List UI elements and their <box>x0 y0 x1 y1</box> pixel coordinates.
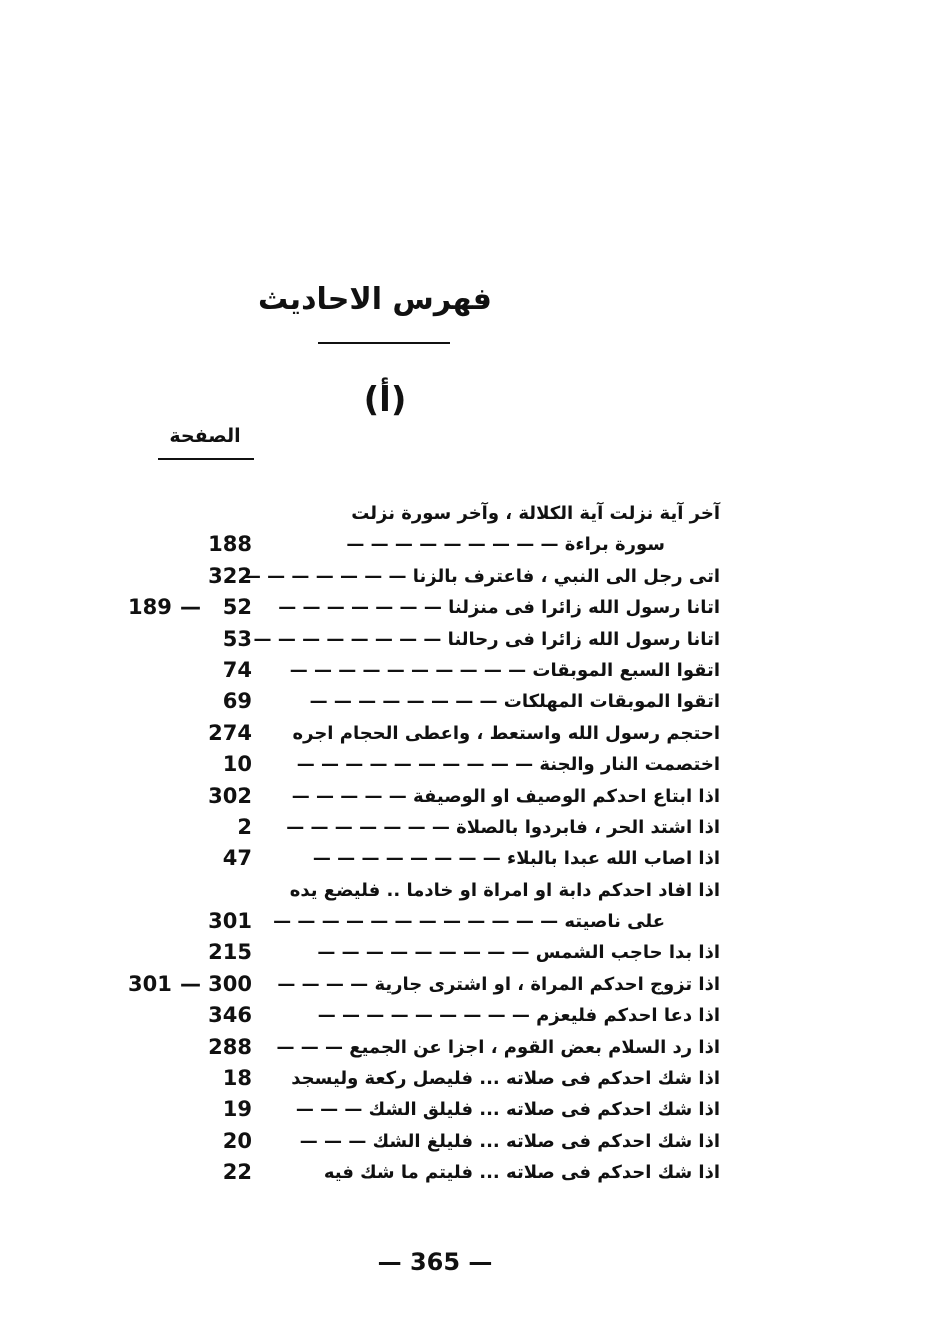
index-entry <box>100 937 720 968</box>
index-entry <box>100 529 720 560</box>
index-entry <box>100 718 720 749</box>
index-entry <box>100 749 720 780</box>
entry-page-number: 215 <box>208 940 252 965</box>
entry-page-number: 18 <box>222 1066 252 1091</box>
entry-page-number: 274 <box>208 720 252 745</box>
page-title: فهرس الاحاديث <box>258 282 492 317</box>
index-entry <box>100 781 720 812</box>
entry-page-number: 300 <box>208 971 252 996</box>
entry-page-number: 188 <box>208 532 252 557</box>
entry-page-number: 302 <box>208 783 252 808</box>
title-underline <box>318 342 450 344</box>
index-entry <box>100 875 720 906</box>
index-entry <box>100 1000 720 1031</box>
entry-page-number: 20 <box>222 1128 252 1153</box>
entry-text: اتانا رسول الله زائرا فى رحالنا — — — — — — — — <box>253 628 720 650</box>
entry-text: اذا افاد احدكم دابة او امراة او خادما .. فليضع يده <box>289 879 720 901</box>
entry-page-number: 288 <box>208 1034 252 1059</box>
entry-text: اختصمت النار والجنة — — — — — — — — — — <box>296 754 720 776</box>
entry-text: اتقوا الموبقات المهلكات — — — — — — — — <box>309 691 720 713</box>
entry-page-number: 47 <box>222 846 252 871</box>
index-entry <box>100 1094 720 1125</box>
entry-page-number: 346 <box>208 1003 252 1028</box>
page-range-dash: — <box>180 595 201 620</box>
entry-text: اذا شك احدكم فى صلاته ... فليلغ الشك — — — <box>299 1130 720 1152</box>
index-entry <box>100 655 720 686</box>
index-entry <box>100 843 720 874</box>
index-entry <box>100 561 720 592</box>
entry-text: اذا رد السلام بعض القوم ، اجزا عن الجميع — — — <box>276 1036 720 1058</box>
entry-text: اذا شك احدكم فى صلاته ... فليلق الشك — — — <box>295 1099 720 1121</box>
entry-text: اذا شك احدكم فى صلاته ... فليتم ما شك فيه <box>323 1162 720 1184</box>
entry-text: اتى رجل الى النبي ، فاعترف بالزنا — — — — — — — <box>242 565 720 587</box>
index-entry <box>100 1157 720 1188</box>
page-range-dash: — <box>180 971 201 996</box>
hadith-index-list <box>100 498 720 1189</box>
entry-text: على ناصيته — — — — — — — — — — — — <box>273 911 665 933</box>
entry-page-number: 53 <box>222 626 252 651</box>
section-letter: (أ) <box>363 380 407 420</box>
index-entry <box>100 812 720 843</box>
entry-page-number: 22 <box>222 1160 252 1185</box>
page-column-underline <box>158 458 254 460</box>
index-entry <box>100 592 720 623</box>
entry-text: اذا ابتاع احدكم الوصيف او الوصيفة — — — — — <box>291 785 720 807</box>
index-entry <box>100 1032 720 1063</box>
entry-page-number: 74 <box>222 657 252 682</box>
entry-text: اتانا رسول الله زائرا فى منزلنا — — — — — — — <box>278 597 720 619</box>
page-number: — 365 — <box>377 1248 493 1276</box>
index-entry <box>100 624 720 655</box>
entry-page-number: 52 <box>222 595 252 620</box>
entry-text: اذا تزوج احدكم المراة ، او اشترى جارية — — — — <box>277 973 720 995</box>
entry-text: اذا اصاب الله عبدا بالبلاء — — — — — — — — <box>312 848 720 870</box>
entry-page-number: 69 <box>222 689 252 714</box>
entry-text: احتجم رسول الله واستعط ، واعطى الحجام اجره <box>292 722 720 744</box>
entry-text: اتقوا السبع الموبقات — — — — — — — — — — <box>289 659 720 681</box>
index-entry <box>100 969 720 1000</box>
entry-page-number: 10 <box>222 752 252 777</box>
entry-page-number: 19 <box>222 1097 252 1122</box>
entry-text: اذا شك احدكم فى صلاته ... فليصل ركعة وليسجد <box>291 1068 720 1090</box>
entry-text: اذا بدا حاجب الشمس — — — — — — — — — <box>317 942 720 964</box>
entry-page-number: 322 <box>208 563 252 588</box>
entry-page-number-extra: 189 <box>128 595 172 620</box>
index-entry <box>100 498 720 529</box>
entry-text: سورة براءة — — — — — — — — — <box>346 534 665 556</box>
entry-page-number: 2 <box>237 814 252 839</box>
index-entry <box>100 1063 720 1094</box>
index-entry <box>100 906 720 937</box>
entry-page-number: 301 <box>208 909 252 934</box>
entry-text: آخر آية نزلت آية الكلالة ، وآخر سورة نزلت <box>351 503 720 524</box>
entry-text: اذا اشتد الحر ، فابردوا بالصلاة — — — — — — — <box>286 816 720 838</box>
index-entry <box>100 1126 720 1157</box>
index-entry <box>100 686 720 717</box>
entry-text: اذا دعا احدكم فليعزم — — — — — — — — — <box>317 1005 720 1027</box>
page-column-label: الصفحة <box>169 425 241 447</box>
entry-page-number-extra: 301 <box>128 971 172 996</box>
